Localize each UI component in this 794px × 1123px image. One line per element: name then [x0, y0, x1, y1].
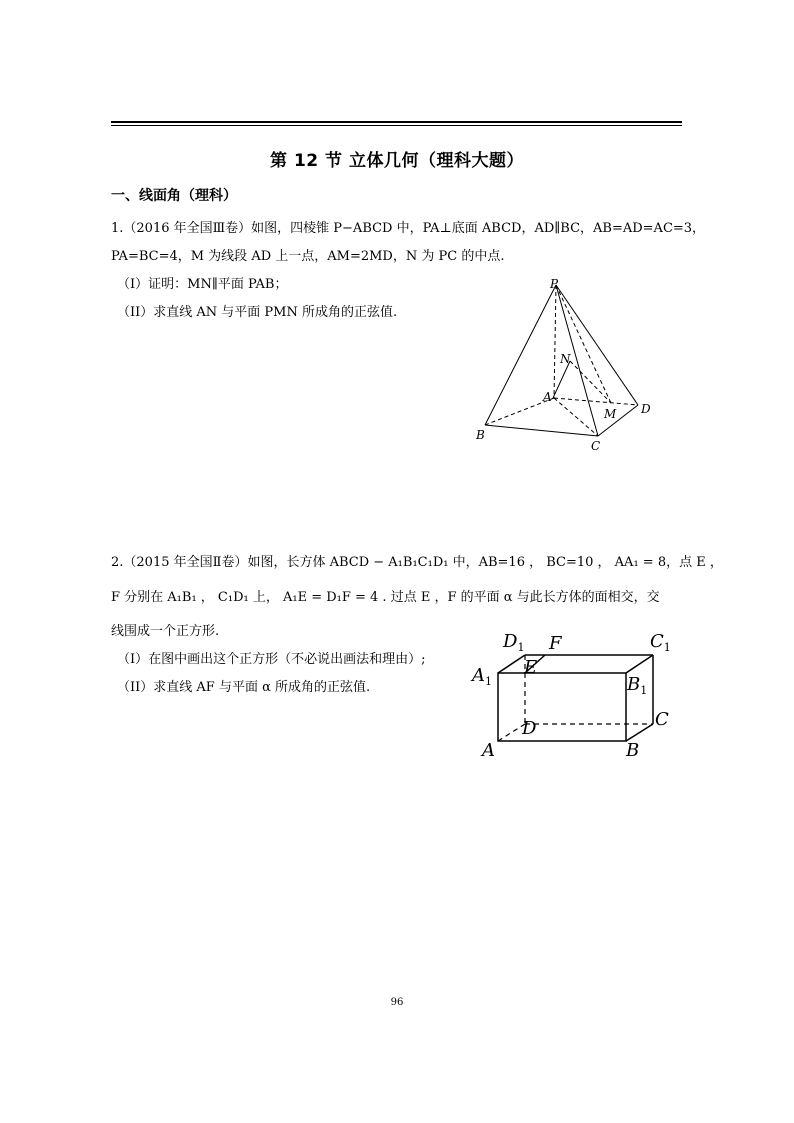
label-e: E [524, 657, 538, 678]
edge-ad [554, 398, 638, 405]
label-b1: $B_1$ [627, 674, 648, 697]
label-m: M [604, 407, 617, 421]
problem2-line1: 2.（2015 年全国Ⅱ卷）如图，长方体 ABCD − A₁B₁C₁D₁ 中，AB=16 ， BC=10 ， AA₁ = 8，点 E ， [111, 555, 723, 570]
page-number: 96 [390, 997, 404, 1008]
label-a: A [482, 740, 495, 761]
problem1-line2: PA=BC=4，M 为线段 AD 上一点，AM=2MD，N 为 PC 的中点. [111, 249, 505, 264]
problem2-part2: （II）求直线 AF 与平面 α 所成角的正弦值. [117, 680, 371, 695]
edge-pd [556, 285, 638, 405]
cuboid-figure [465, 625, 685, 765]
label-c: C [591, 439, 601, 453]
section-heading: 一、线面角（理科） [111, 188, 237, 204]
problem1-part2: （II）求直线 AN 与平面 PMN 所成角的正弦值. [117, 305, 398, 320]
edge-an [553, 361, 570, 398]
edge-bc [485, 425, 598, 436]
label-b: B [476, 428, 485, 442]
label-d1: $D_1$ [503, 631, 525, 654]
label-f: F [549, 633, 562, 654]
label-b: B [626, 740, 640, 761]
problem2-part1: （I）在图中画出这个正方形（不必说出画法和理由）; [117, 652, 426, 667]
edge-pa [554, 285, 556, 398]
label-n: N [560, 352, 571, 366]
label-a1: $A_1$ [472, 665, 492, 688]
edge-ac [554, 398, 598, 436]
label-a: A [543, 390, 552, 404]
page-title: 第 12 节 立体几何（理科大题） [270, 151, 524, 171]
front-face [498, 673, 626, 741]
pyramid-figure [470, 275, 660, 460]
label-d: D [522, 718, 537, 739]
label-c1: $C_1$ [650, 631, 671, 654]
label-p: P [550, 277, 559, 291]
label-c: C [655, 709, 669, 730]
problem2-line2: F 分别在 A₁B₁ ， C₁D₁ 上， A₁E = D₁F = 4 . 过点 E ，F 的平面 α 与此长方体的面相交，交 [111, 590, 660, 605]
edge-a1d1 [498, 655, 525, 673]
edge-nm [570, 361, 611, 403]
label-d: D [641, 402, 651, 416]
edge-bc [626, 724, 653, 741]
problem1-line1: 1.（2016 年全国Ⅲ卷）如图，四棱锥 P−ABCD 中，PA⊥底面 ABCD，AD∥BC，AB=AD=AC=3， [111, 221, 706, 236]
header-rule-thick [111, 121, 682, 123]
problem1-part1: （I）证明：MN∥平面 PAB； [117, 277, 288, 292]
edge-ad [498, 724, 525, 741]
header-rule-thin [111, 125, 682, 126]
problem2-line3: 线围成一个正方形. [111, 624, 220, 639]
edge-b1c1 [626, 655, 653, 673]
edge-pb [485, 285, 556, 425]
